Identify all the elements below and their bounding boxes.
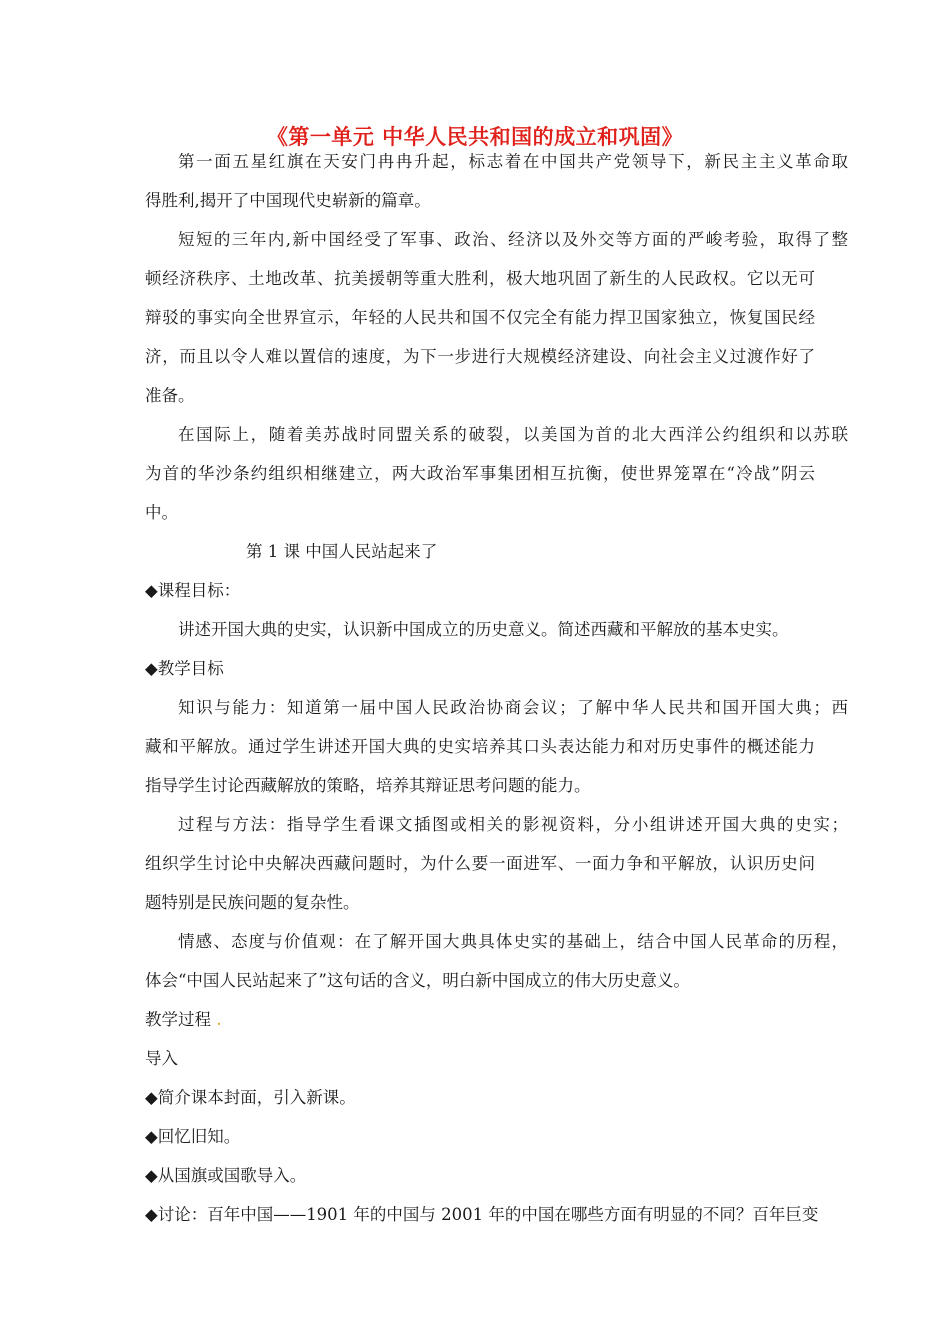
paragraph-line: 短短的三年内,新中国经受了军事、政治、经济以及外交等方面的严峻考验，取得了整	[178, 230, 848, 249]
paragraph-line: 藏和平解放。通过学生讲述开国大典的史实培养其口头表达能力和对历史事件的概述能力	[145, 737, 815, 756]
paragraph-line: 中。	[145, 503, 178, 522]
paragraph-line: 准备。	[145, 386, 195, 405]
lesson-heading: 第 1 课 中国人民站起来了	[246, 542, 438, 561]
section-heading: 导入	[145, 1049, 178, 1068]
paragraph-line: 辩驳的事实向全世界宣示，年轻的人民共和国不仅完全有能力捍卫国家独立，恢复国民经	[145, 308, 815, 327]
paragraph-line: 过程与方法：指导学生看课文插图或相关的影视资料，分小组讲述开国大典的史实；	[178, 815, 848, 834]
bullet-item: ◆讨论：百年中国——1901 年的中国与 2001 年的中国在哪些方面有明显的不同？百年巨变	[145, 1205, 819, 1224]
bullet-item: ◆回忆旧知。	[145, 1127, 241, 1146]
bullet-item: ◆从国旗或国歌导入。	[145, 1166, 307, 1185]
document-title: 《第一单元 中华人民共和国的成立和巩固》	[266, 125, 684, 149]
paragraph-line: 顿经济秩序、土地改革、抗美援朝等重大胜利，极大地巩固了新生的人民政权。它以无可	[145, 269, 815, 288]
paragraph-line: 体会“中国人民站起来了”这句话的含义，明白新中国成立的伟大历史意义。	[145, 971, 690, 990]
section-heading: ◆课程目标：	[145, 581, 241, 600]
section-heading	[145, 1009, 815, 1031]
paragraph-line: 知识与能力：知道第一届中国人民政治协商会议；了解中华人民共和国开国大典；西	[178, 698, 848, 717]
paragraph-line: 第一面五星红旗在天安门冉冉升起，标志着在中国共产党领导下，新民主主义革命取	[178, 152, 848, 171]
paragraph-line: 济，而且以令人难以置信的速度，为下一步进行大规模经济建设、向社会主义过渡作好了	[145, 347, 815, 366]
paragraph-line: 讲述开国大典的史实，认识新中国成立的历史意义。简述西藏和平解放的基本史实。	[178, 620, 789, 639]
paragraph-line: 题特别是民族问题的复杂性。	[145, 893, 360, 912]
paragraph-line: 情感、态度与价值观：在了解开国大典具体史实的基础上，结合中国人民革命的历程，	[178, 932, 848, 951]
section-heading: ◆教学目标	[145, 659, 224, 678]
paragraph-line: 组织学生讨论中央解决西藏问题时，为什么要一面进军、一面力争和平解放，认识历史问	[145, 854, 815, 873]
paragraph-line: 在国际上，随着美苏战时同盟关系的破裂，以美国为首的北大西洋公约组织和以苏联	[178, 425, 848, 444]
paragraph-line: 指导学生讨论西藏解放的策略，培养其辩证思考问题的能力。	[145, 776, 591, 795]
paragraph-line: 得胜利,揭开了中国现代史崭新的篇章。	[145, 191, 431, 210]
section-heading-text: 教学过程	[145, 1010, 211, 1029]
paragraph-line: 为首的华沙条约组织相继建立，两大政治军事集团相互抗衡，使世界笼罩在“冷战”阴云	[145, 464, 815, 483]
bullet-item: ◆简介课本封面，引入新课。	[145, 1088, 356, 1107]
mark-dot-icon: .	[216, 1010, 222, 1029]
